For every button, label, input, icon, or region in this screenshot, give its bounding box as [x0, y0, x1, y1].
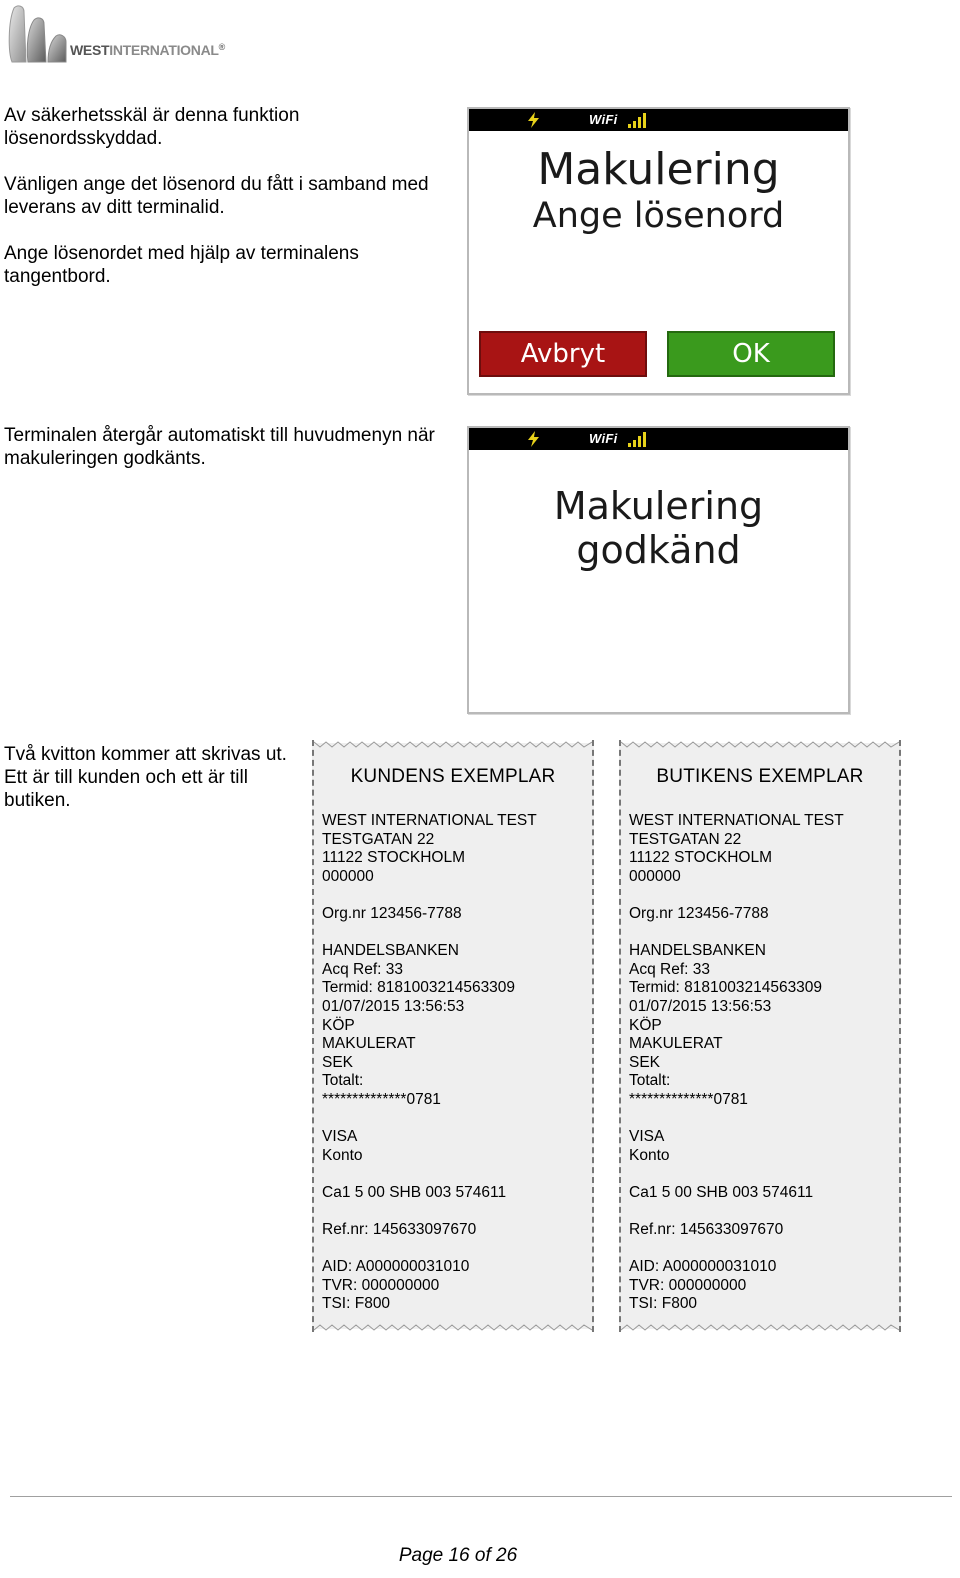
account-type: Konto	[322, 1146, 363, 1164]
transaction-status: MAKULERAT	[629, 1035, 723, 1053]
currency: SEK	[629, 1053, 661, 1071]
terminal-screen-approved	[467, 426, 850, 714]
paragraph-security: Av säkerhetsskäl är denna funktion lösenordsskyddad.	[4, 105, 300, 149]
cancel-button[interactable]: Avbryt	[479, 331, 647, 377]
reference-number: Ref.nr: 145633097670	[322, 1221, 477, 1239]
paragraph-enter-password: Ange lösenordet med hjälp av terminalens tangentbord.	[4, 243, 359, 287]
receipt-title: BUTIKENS EXEMPLAR	[656, 766, 864, 787]
bank-name: HANDELSBANKEN	[322, 942, 459, 960]
logo-text-west: WEST	[70, 42, 110, 58]
return-instructions	[4, 424, 444, 470]
paragraph-two-receipts: Två kvitton kommer att skrivas ut. Ett är till kunden och ett är till butiken.	[4, 744, 287, 811]
terminal-screen-password	[467, 107, 850, 395]
tsi: TSI: F800	[322, 1295, 391, 1313]
screen-title-makulering: Makulering	[537, 144, 780, 195]
receipt-instructions	[4, 743, 294, 812]
tsi: TSI: F800	[629, 1295, 698, 1313]
logo-trademark: ®	[218, 42, 225, 52]
transaction-datetime: 01/07/2015 13:56:53	[629, 997, 772, 1015]
bank-name: HANDELSBANKEN	[629, 942, 766, 960]
org-nr: Org.nr 123456-7788	[629, 904, 769, 922]
footer-divider	[10, 1496, 952, 1497]
ca-line: Ca1 5 00 SHB 003 574611	[629, 1183, 814, 1201]
ca-line: Ca1 5 00 SHB 003 574611	[322, 1183, 507, 1201]
signal-bars-icon	[628, 112, 648, 128]
card-brand: VISA	[629, 1128, 665, 1146]
transaction-type: KÖP	[629, 1016, 662, 1034]
tvr: TVR: 000000000	[629, 1276, 747, 1294]
receipt-body	[629, 812, 844, 1314]
receipt-tear-edge-bottom	[314, 1324, 592, 1334]
receipt-tear-edge-top	[314, 738, 592, 748]
merchant-code: 000000	[322, 867, 374, 885]
total-label: Totalt:	[322, 1072, 364, 1090]
merchant-street: TESTGATAN 22	[322, 830, 435, 848]
aid: AID: A000000031010	[629, 1258, 777, 1276]
reference-number: Ref.nr: 145633097670	[629, 1221, 784, 1239]
signal-bars-icon	[628, 431, 648, 447]
merchant-name: WEST INTERNATIONAL TEST	[629, 812, 844, 829]
receipt-body	[322, 812, 537, 1314]
merchant-name: WEST INTERNATIONAL TEST	[322, 812, 537, 829]
power-bolt-icon	[525, 430, 543, 448]
terminal-id: Termid: 8181003214563309	[629, 979, 823, 997]
receipt-title: KUNDENS EXEMPLAR	[350, 766, 556, 787]
power-bolt-icon	[525, 111, 543, 129]
receipt-tear-edge-top	[621, 738, 899, 748]
wifi-label: WiFi	[589, 431, 618, 446]
west-international-logo	[4, 2, 234, 66]
transaction-type: KÖP	[322, 1016, 355, 1034]
password-instructions	[4, 104, 444, 288]
paragraph-password-source: Vänligen ange det lösenord du fått i samband med leverans av ditt terminalid.	[4, 174, 429, 218]
merchant-receipt	[619, 740, 901, 1332]
merchant-code: 000000	[629, 867, 681, 885]
terminal-id: Termid: 8181003214563309	[322, 979, 516, 997]
account-type: Konto	[629, 1146, 670, 1164]
wifi-label: WiFi	[589, 112, 618, 127]
tvr: TVR: 000000000	[322, 1276, 440, 1294]
screen-subtitle-password: Ange lösenord	[532, 196, 785, 236]
screen-title-makulering: Makulering	[553, 484, 764, 528]
merchant-city: 11122 STOCKHOLM	[629, 849, 773, 867]
total-label: Totalt:	[629, 1072, 671, 1090]
transaction-status: MAKULERAT	[322, 1035, 416, 1053]
org-nr: Org.nr 123456-7788	[322, 904, 462, 922]
card-brand: VISA	[322, 1128, 358, 1146]
status-bar	[469, 428, 848, 450]
status-bar	[469, 109, 848, 131]
screen-subtitle-approved: godkänd	[576, 528, 741, 572]
acq-ref: Acq Ref: 33	[629, 960, 710, 978]
card-number: **************0781	[629, 1090, 748, 1108]
logo-wordmark	[70, 42, 225, 58]
page-number: Page 16 of 26	[398, 1545, 518, 1566]
currency: SEK	[322, 1053, 354, 1071]
receipt-tear-edge-bottom	[621, 1324, 899, 1334]
merchant-city: 11122 STOCKHOLM	[322, 849, 466, 867]
acq-ref: Acq Ref: 33	[322, 960, 403, 978]
customer-receipt	[312, 740, 594, 1332]
ok-button[interactable]: OK	[667, 331, 835, 377]
logo-text-international: INTERNATIONAL	[109, 42, 219, 58]
card-number: **************0781	[322, 1090, 441, 1108]
logo-mark-icon	[4, 2, 70, 66]
paragraph-return-main-menu: Terminalen återgår automatiskt till huvudmenyn när makuleringen godkänts.	[4, 425, 435, 469]
merchant-street: TESTGATAN 22	[629, 830, 742, 848]
transaction-datetime: 01/07/2015 13:56:53	[322, 997, 465, 1015]
aid: AID: A000000031010	[322, 1258, 470, 1276]
